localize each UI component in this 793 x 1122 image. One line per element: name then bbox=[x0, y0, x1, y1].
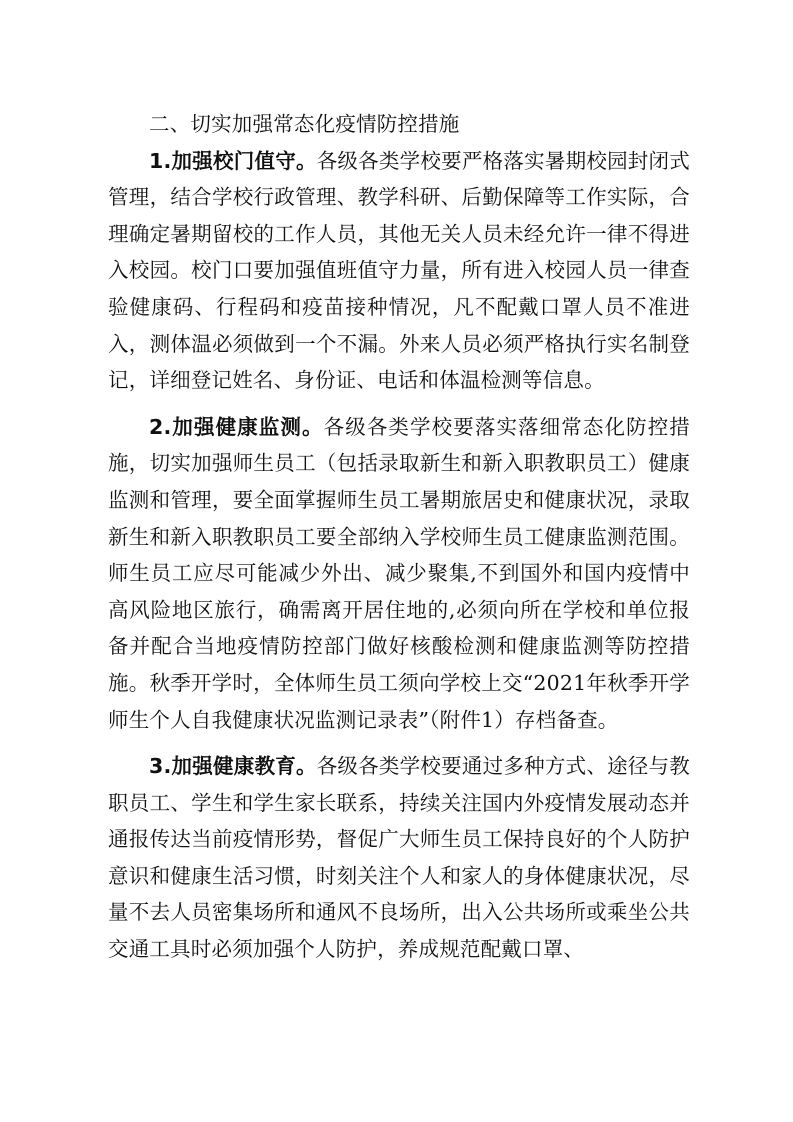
paragraph-text: 各级各类学校要通过多种方式、途径与教职员工、学生和学生家长联系，持续关注国内外疫情发展动态并通报传达当前疫情形势，督促广大师生员工保持良好的个人防护意识和健康生活习惯，时刻关注个人和家人的身体健康状况，尽量不去人员密集场所和通风不良场所，出入公共场所或乘坐公共交通工具时必须加强个人防护，养成规范配戴口罩、 bbox=[108, 754, 690, 962]
paragraph-lead: 2.加强健康监测。 bbox=[149, 414, 324, 439]
section-heading: 二、切实加强常态化疫情防控措施 bbox=[149, 112, 460, 136]
paragraph-lead: 1.加强校门值守。 bbox=[149, 148, 317, 173]
paragraph-text: 各级各类学校要落实落细常态化防控措施，切实加强师生员工（包括录取新生和新入职教职员工）健康监测和管理，要全面掌握师生员工暑期旅居史和健康状况，录取新生和新入职教职员工要全部纳入学校师生员工健康监测范围。师生员工应尽可能减少外出、减少聚集,不到国外和国内疫情中高风险地区旅行，确需离开居住地的,必须向所在学校和单位报备并配合当地疫情防控部门做好核酸检测和健康监测等防控措施。秋季开学时，全体师生员工须向学校上交“2021年秋季开学师生个人自我健康状况监测记录表”（附件1）存档备查。 bbox=[108, 414, 690, 732]
paragraph-text: 各级各类学校要严格落实暑期校园封闭式管理，结合学校行政管理、教学科研、后勤保障等工作实际，合理确定暑期留校的工作人员，其他无关人员未经允许一律不得进入校园。校门口要加强值班值守力量，所有进入校园人员一律查验健康码、行程码和疫苗接种情况，凡不配戴口罩人员不准进入，测体温必须做到一个不漏。外来人员必须严格执行实名制登记，详细登记姓名、身份证、电话和体温检测等信息。 bbox=[108, 148, 690, 393]
paragraph-lead: 3.加强健康教育。 bbox=[149, 754, 317, 779]
paragraph-school-gate bbox=[108, 143, 690, 399]
paragraph-health-education bbox=[108, 748, 690, 968]
paragraph-health-monitoring bbox=[108, 409, 690, 738]
document-body bbox=[108, 106, 690, 968]
